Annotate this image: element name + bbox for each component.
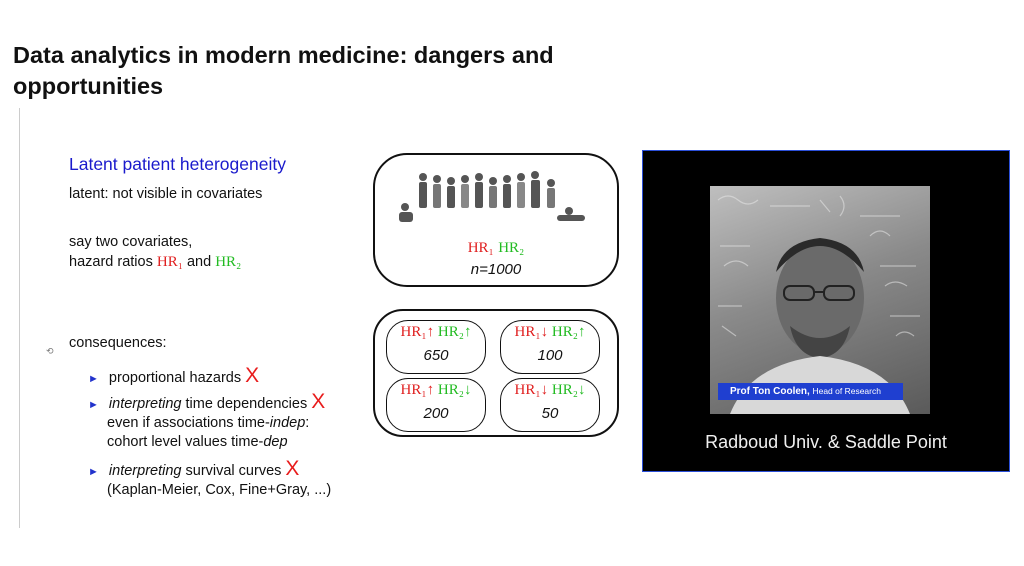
note-italic: dep [263,434,288,450]
hazard-prefix: hazard ratios [69,254,153,270]
red-x-icon: X [245,364,260,387]
note-colon: : [305,415,310,431]
subgroup-hr-labels [387,324,485,341]
population-box [373,153,619,287]
bullet-arrow-icon: ► [88,466,99,478]
and-word: and [186,254,212,270]
subgroup-hr-labels [501,324,599,341]
hr1-label: HR₁ [156,254,183,270]
bullet-arrow-icon: ► [88,399,99,411]
speaker-portrait-icon [710,186,930,414]
video-caption: Radboud Univ. & Saddle Point [705,432,947,452]
title-line-1: Data analytics in modern medicine: dangers and [13,42,554,68]
subgroup-count: 100 [537,347,563,364]
hr2-label: HR₂ [215,254,242,270]
two-covariates-text: say two covariates, [69,234,193,250]
population-size: n=1000 [470,261,522,278]
subgroup-hr1: HR₁↑ [400,324,435,340]
subgroup-hr2: HR₂↑ [437,324,472,340]
population-hr2: HR₂ [498,240,525,256]
bullet-survival-curves [88,457,299,481]
subgroup-hr2: HR₂↑ [551,324,586,340]
subgroups-box [373,309,619,437]
speaker-name: Prof Ton Coolen, [730,386,810,397]
speaker-photo [710,186,930,414]
time-dep-note [107,434,288,450]
consequences-label: consequences: [69,335,167,351]
subgroup-cell [386,378,486,432]
note-text: even if associations time- [107,415,270,431]
speaker-name-tag [718,383,903,400]
bullet-arrow-icon: ► [88,373,99,385]
note-italic: indep [269,415,306,431]
subgroup-hr2: HR₂↓ [437,382,472,398]
title-line-2: opportunities [13,73,164,99]
bullet-proportional-hazards [88,364,259,388]
subgroup-hr1: HR₁↑ [400,382,435,398]
subgroup-hr1: HR₁↓ [514,324,549,340]
bullet-text: survival curves [185,463,282,479]
subgroup-cell [500,378,600,432]
subgroup-hr-labels [501,382,599,399]
subgroup-cell [386,320,486,374]
bullet-text: proportional hazards [108,370,242,386]
speaker-role: Head of Research [812,386,881,396]
subgroup-cell [500,320,600,374]
bullet-italic: interpreting [108,396,182,412]
subgroup-count: 650 [423,347,449,364]
survival-methods-note: (Kaplan-Meier, Cox, Fine+Gray, ...) [107,482,332,498]
bullet-italic: interpreting [108,463,182,479]
time-indep-note [107,415,309,431]
cursor-icon: ⟲ [46,346,54,356]
bullet-time-dependencies [88,390,325,414]
subgroup-hr-labels [387,382,485,399]
subgroup-hr1: HR₁↓ [514,382,549,398]
section-heading: Latent patient heterogeneity [69,154,286,174]
bullet-text: time dependencies [185,396,308,412]
red-x-icon: X [285,457,300,480]
note-text: cohort level values time- [107,434,264,450]
population-hr-labels [375,239,617,257]
population-hr1: HR₁ [467,240,494,256]
subgroup-count: 50 [541,405,559,422]
latent-definition: latent: not visible in covariates [69,186,263,202]
slide-title [13,40,633,102]
left-divider [19,108,20,528]
hazard-ratios-line [69,254,241,271]
subgroup-hr2: HR₂↓ [551,382,586,398]
people-group-icon [393,167,593,229]
subgroup-count: 200 [423,405,449,422]
red-x-icon: X [311,390,326,413]
